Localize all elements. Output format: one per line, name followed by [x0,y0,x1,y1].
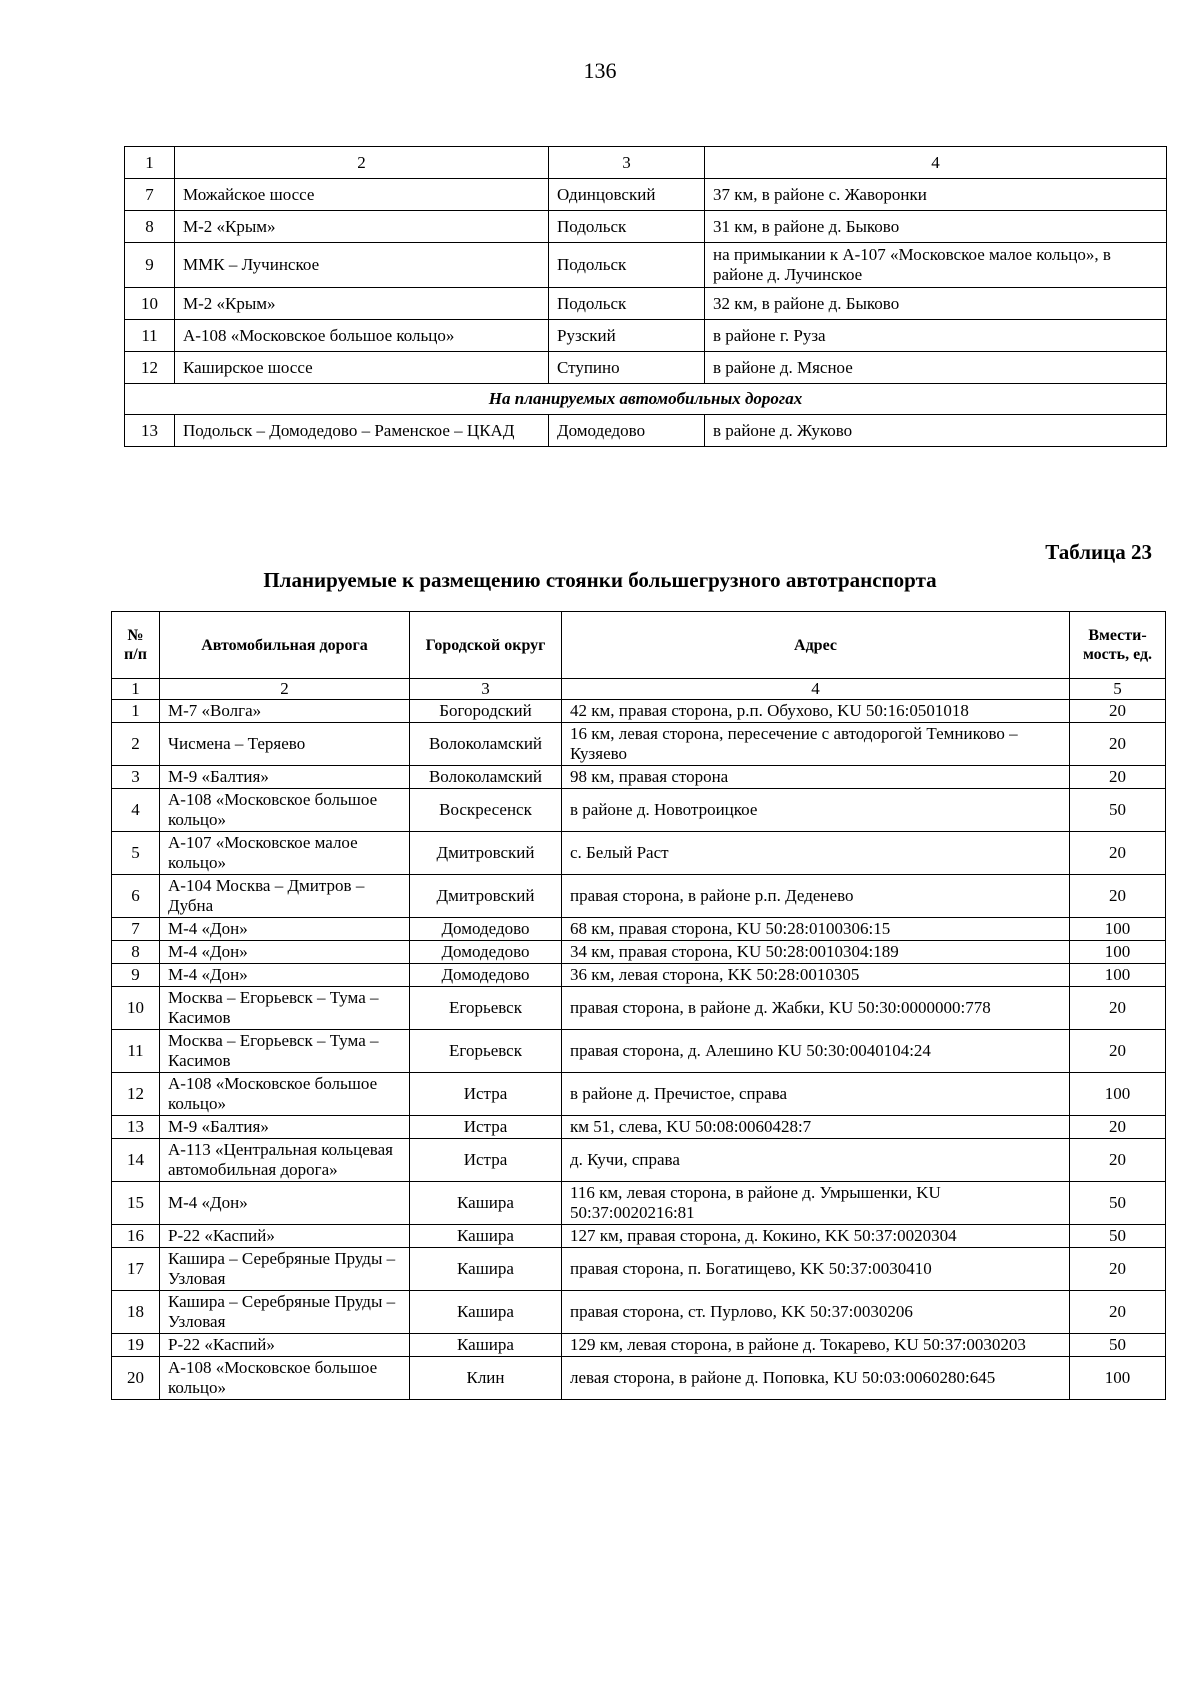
cell-capacity: 20 [1070,832,1166,875]
cell-capacity: 20 [1070,1116,1166,1139]
subheader: На планируемых автомобильных дорогах [125,384,1167,415]
table-row [112,1291,1166,1334]
table-row [125,288,1167,320]
cell-n: 4 [112,789,160,832]
cell-district: Волоколамский [410,723,562,766]
cell-road: А-104 Москва – Дмитров – Дубна [160,875,410,918]
cell-address: 116 км, левая сторона, в районе д. Умрышенки, KU 50:37:0020216:81 [562,1182,1070,1225]
header-number: № п/п [112,612,160,679]
cell-n: 6 [112,875,160,918]
cell-district: Одинцовский [549,179,705,211]
cell-district: Богородский [410,700,562,723]
cell-address: в районе д. Мясное [705,352,1167,384]
cell-district: Ступино [549,352,705,384]
cell-district: Домодедово [410,918,562,941]
cell-district: Подольск [549,288,705,320]
cell-capacity: 20 [1070,1291,1166,1334]
table-row [112,1225,1166,1248]
cell-road: Каширское шоссе [175,352,549,384]
cell-capacity: 20 [1070,766,1166,789]
cell-n: 10 [125,288,175,320]
cell-address: с. Белый Раст [562,832,1070,875]
cell-road: М-7 «Волга» [160,700,410,723]
cell-address: в районе д. Жуково [705,415,1167,447]
cell-road: Подольск – Домодедово – Раменское – ЦКАД [175,415,549,447]
cell-district: Домодедово [410,941,562,964]
cell-n: 13 [112,1116,160,1139]
cell-address: 42 км, правая сторона, р.п. Обухово, KU 50:16:0501018 [562,700,1070,723]
table-row [112,1030,1166,1073]
cell-road: Можайское шоссе [175,179,549,211]
table-2-header-row [112,612,1166,679]
cell-road: М-4 «Дон» [160,941,410,964]
cell-n: 8 [112,941,160,964]
cell-address: 32 км, в районе д. Быково [705,288,1167,320]
table-2-column-numbers [112,679,1166,700]
table-row [112,789,1166,832]
table-row [112,832,1166,875]
cell-n: 17 [112,1248,160,1291]
cell-n: 19 [112,1334,160,1357]
cell-district: Кашира [410,1225,562,1248]
table-row [112,987,1166,1030]
table-row [112,875,1166,918]
cell-n: 1 [112,700,160,723]
table-row [125,320,1167,352]
cell-address: д. Кучи, справа [562,1139,1070,1182]
cell-road: Кашира – Серебряные Пруды – Узловая [160,1291,410,1334]
cell-road: М-2 «Крым» [175,288,549,320]
cell-address: 34 км, правая сторона, KU 50:28:0010304:189 [562,941,1070,964]
cell-address: правая сторона, п. Богатищево, KK 50:37:0030410 [562,1248,1070,1291]
cell-address: 98 км, правая сторона [562,766,1070,789]
cell-address: 16 км, левая сторона, пересечение с автодорогой Темниково – Кузяево [562,723,1070,766]
cell-district: Истра [410,1139,562,1182]
header-road: Автомобильная дорога [160,612,410,679]
cell-address: правая сторона, д. Алешино KU 50:30:0040104:24 [562,1030,1070,1073]
col-number: 2 [175,147,549,179]
cell-capacity: 50 [1070,1182,1166,1225]
cell-district: Воскресенск [410,789,562,832]
cell-district: Кашира [410,1334,562,1357]
table-1-subheader-row [125,384,1167,415]
cell-district: Рузский [549,320,705,352]
cell-address: в районе д. Пречистое, справа [562,1073,1070,1116]
table-row [112,964,1166,987]
cell-n: 16 [112,1225,160,1248]
cell-address: левая сторона, в районе д. Поповка, KU 50:03:0060280:645 [562,1357,1070,1400]
table-1-column-numbers [125,147,1167,179]
cell-address: 68 км, правая сторона, KU 50:28:0100306:15 [562,918,1070,941]
cell-capacity: 100 [1070,1073,1166,1116]
cell-address: 37 км, в районе с. Жаворонки [705,179,1167,211]
cell-road: Р-22 «Каспий» [160,1334,410,1357]
cell-n: 18 [112,1291,160,1334]
cell-n: 11 [112,1030,160,1073]
cell-district: Волоколамский [410,766,562,789]
cell-road: М-4 «Дон» [160,964,410,987]
cell-n: 13 [125,415,175,447]
table-caption: Таблица 23 [1045,540,1152,564]
cell-capacity: 20 [1070,723,1166,766]
cell-n: 15 [112,1182,160,1225]
cell-address: правая сторона, ст. Пурлово, KK 50:37:0030206 [562,1291,1070,1334]
cell-road: А-113 «Центральная кольцевая автомобильная дорога» [160,1139,410,1182]
cell-capacity: 100 [1070,918,1166,941]
cell-road: А-108 «Московское большое кольцо» [175,320,549,352]
table-row [112,766,1166,789]
col-number: 4 [705,147,1167,179]
table-row [112,918,1166,941]
cell-address: 129 км, левая сторона, в районе д. Токарево, KU 50:37:0030203 [562,1334,1070,1357]
cell-address: 127 км, правая сторона, д. Кокино, KK 50:37:0020304 [562,1225,1070,1248]
col-number: 1 [112,679,160,700]
table-row [112,1357,1166,1400]
cell-road: Москва – Егорьевск – Тума – Касимов [160,987,410,1030]
table-row [112,1334,1166,1357]
cell-address: правая сторона, в районе р.п. Деденево [562,875,1070,918]
cell-n: 12 [112,1073,160,1116]
cell-road: М-2 «Крым» [175,211,549,243]
table-row [112,1139,1166,1182]
cell-road: А-107 «Московское малое кольцо» [160,832,410,875]
cell-district: Домодедово [410,964,562,987]
table-row [112,1116,1166,1139]
cell-road: М-9 «Балтия» [160,766,410,789]
cell-capacity: 100 [1070,941,1166,964]
col-number: 3 [410,679,562,700]
col-number: 5 [1070,679,1166,700]
col-number: 3 [549,147,705,179]
cell-address: 36 км, левая сторона, KK 50:28:0010305 [562,964,1070,987]
table-row [125,352,1167,384]
header-capacity: Вмести-мость, ед. [1070,612,1166,679]
cell-district: Егорьевск [410,987,562,1030]
col-number: 2 [160,679,410,700]
cell-n: 20 [112,1357,160,1400]
table-row [112,941,1166,964]
cell-road: М-4 «Дон» [160,918,410,941]
table-row [125,243,1167,288]
table-row [125,211,1167,243]
cell-address: км 51, слева, KU 50:08:0060428:7 [562,1116,1070,1139]
cell-road: Москва – Егорьевск – Тума – Касимов [160,1030,410,1073]
header-district: Городской округ [410,612,562,679]
cell-n: 10 [112,987,160,1030]
cell-address: 31 км, в районе д. Быково [705,211,1167,243]
page-number: 136 [583,58,617,83]
cell-capacity: 20 [1070,700,1166,723]
table-row [112,1073,1166,1116]
cell-road: ММК – Лучинское [175,243,549,288]
cell-district: Подольск [549,243,705,288]
cell-n: 9 [112,964,160,987]
cell-n: 3 [112,766,160,789]
table-row [125,415,1167,447]
table-row [112,700,1166,723]
col-number: 4 [562,679,1070,700]
cell-district: Дмитровский [410,832,562,875]
cell-capacity: 20 [1070,987,1166,1030]
table-row [125,179,1167,211]
header-address: Адрес [562,612,1070,679]
cell-n: 2 [112,723,160,766]
cell-capacity: 100 [1070,964,1166,987]
table-title: Планируемые к размещению стоянки большегрузного автотранспорта [263,568,937,592]
cell-road: А-108 «Московское большое кольцо» [160,789,410,832]
cell-n: 11 [125,320,175,352]
cell-n: 14 [112,1139,160,1182]
cell-n: 5 [112,832,160,875]
cell-road: Чисмена – Теряево [160,723,410,766]
cell-road: Р-22 «Каспий» [160,1225,410,1248]
cell-n: 8 [125,211,175,243]
cell-address: на примыкании к А-107 «Московское малое кольцо», в районе д. Лучинское [705,243,1167,288]
col-number: 1 [125,147,175,179]
cell-district: Домодедово [549,415,705,447]
cell-n: 7 [125,179,175,211]
cell-capacity: 50 [1070,1225,1166,1248]
cell-capacity: 100 [1070,1357,1166,1400]
cell-district: Подольск [549,211,705,243]
cell-capacity: 50 [1070,1334,1166,1357]
table-row [112,723,1166,766]
cell-district: Истра [410,1073,562,1116]
cell-district: Кашира [410,1248,562,1291]
cell-district: Клин [410,1357,562,1400]
cell-address: в районе г. Руза [705,320,1167,352]
cell-n: 12 [125,352,175,384]
cell-road: М-4 «Дон» [160,1182,410,1225]
cell-n: 9 [125,243,175,288]
cell-road: А-108 «Московское большое кольцо» [160,1357,410,1400]
cell-road: М-9 «Балтия» [160,1116,410,1139]
cell-capacity: 20 [1070,1248,1166,1291]
cell-road: А-108 «Московское большое кольцо» [160,1073,410,1116]
cell-address: правая сторона, в районе д. Жабки, KU 50:30:0000000:778 [562,987,1070,1030]
cell-capacity: 20 [1070,1030,1166,1073]
table-row [112,1248,1166,1291]
cell-district: Егорьевск [410,1030,562,1073]
cell-capacity: 50 [1070,789,1166,832]
cell-district: Истра [410,1116,562,1139]
cell-n: 7 [112,918,160,941]
cell-district: Кашира [410,1182,562,1225]
cell-capacity: 20 [1070,875,1166,918]
cell-capacity: 20 [1070,1139,1166,1182]
table-row [112,1182,1166,1225]
cell-district: Кашира [410,1291,562,1334]
cell-district: Дмитровский [410,875,562,918]
table-2 [111,611,1166,1400]
table-1 [124,146,1167,447]
cell-address: в районе д. Новотроицкое [562,789,1070,832]
cell-road: Кашира – Серебряные Пруды – Узловая [160,1248,410,1291]
